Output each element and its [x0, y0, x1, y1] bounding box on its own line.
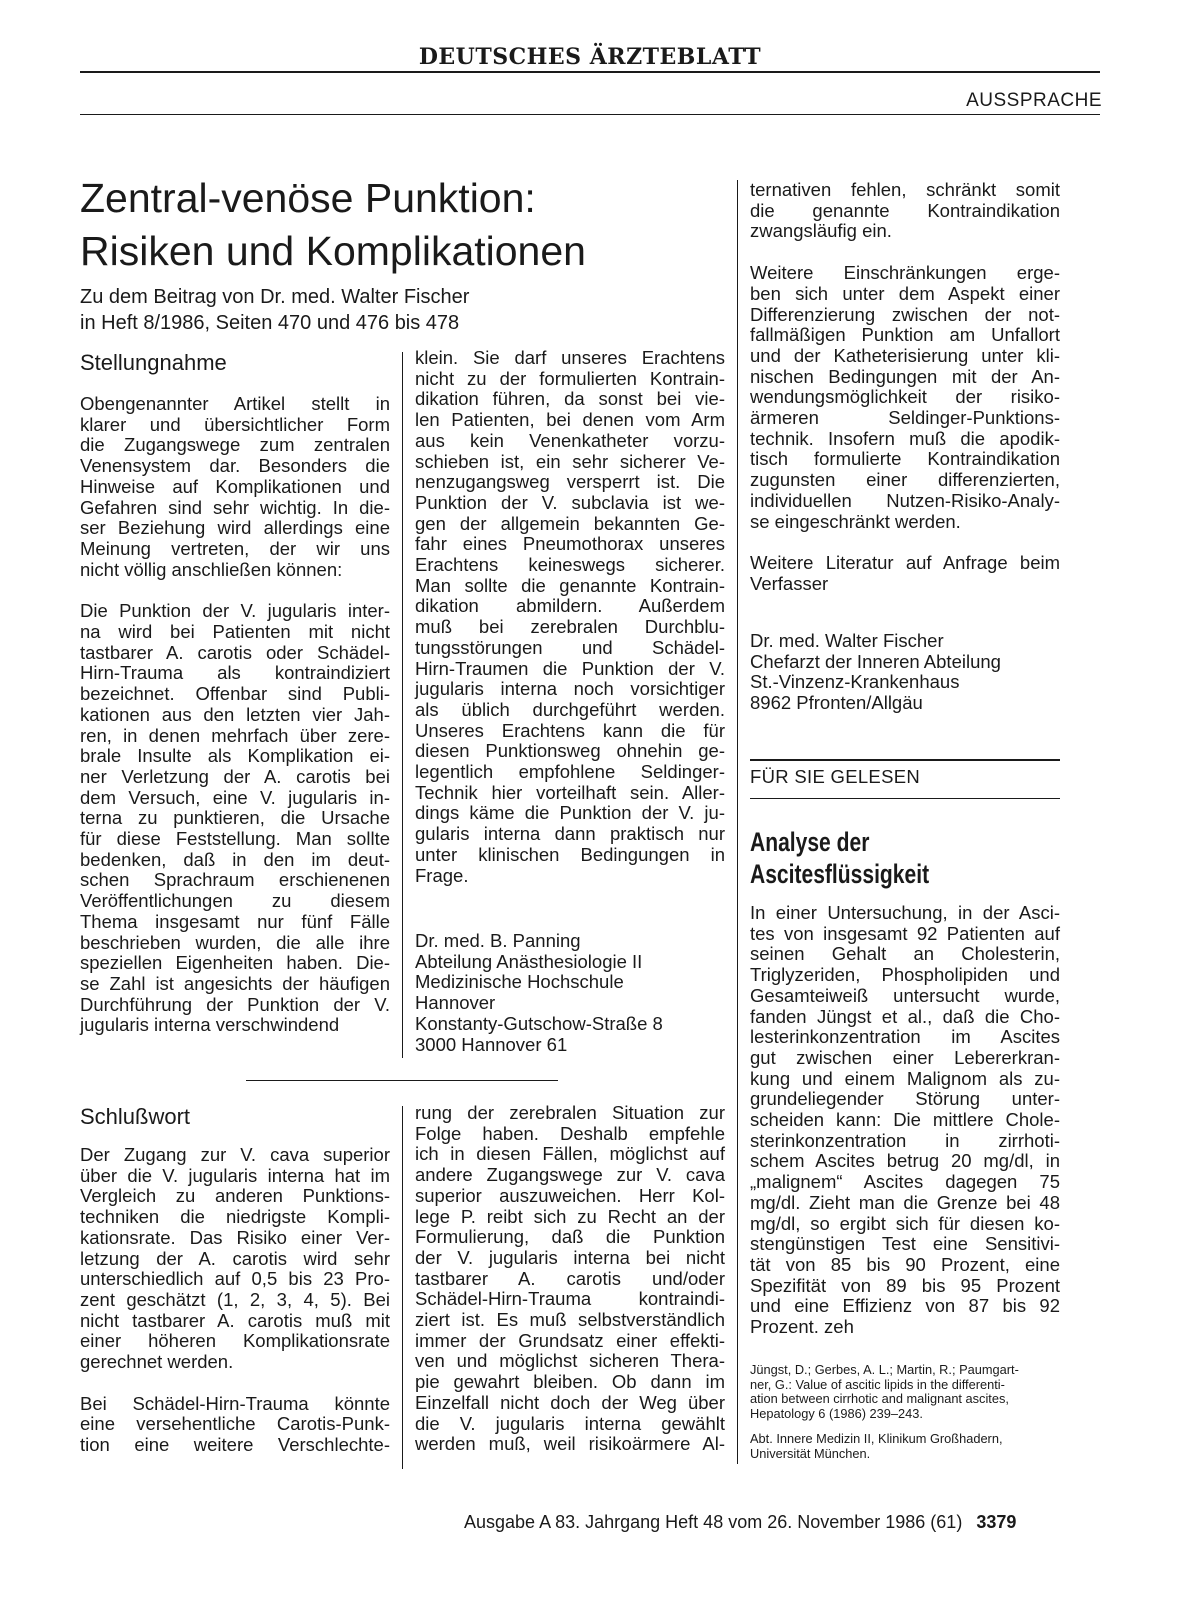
text-line: und eine Effizienz von 87 bis 92	[750, 1295, 1060, 1317]
text-line: lege P. reibt sich zu Recht an der	[415, 1205, 725, 1227]
text-line: Man sollte die genannte Kontrain-	[415, 574, 725, 596]
text-line: diesen Punktionsweg ohnehin ge-	[415, 740, 725, 762]
schlusswort-column-2	[415, 1103, 725, 1455]
text-line: Erachtens keineswegs sicherer.	[415, 554, 725, 576]
text-line: und der Katheterisierung unter kli-	[750, 344, 1060, 366]
text-line: Veröffentlichungen zu diesem	[80, 890, 390, 912]
sidebar-top-rule	[750, 759, 1060, 761]
text-line: bezeichnet. Offenbar sind Publi-	[80, 683, 390, 705]
page-number: 3379	[976, 1512, 1017, 1532]
text-line: nicht völlig anschließen können:	[80, 558, 343, 580]
section-separator	[246, 1080, 558, 1081]
text-line: ren, in denen mehrfach über zere-	[80, 724, 390, 746]
text-line: Einzelfall nicht doch der Weg über	[415, 1391, 725, 1413]
schlusswort-column-3	[750, 180, 1060, 595]
text-line: die V. jugularis interna gewählt	[415, 1412, 725, 1434]
text-line: fahr eines Pneumothorax unseres	[415, 533, 725, 555]
sidebar-reference: Jüngst, D.; Gerbes, A. L.; Martin, R.; Paumgart- ner, G.: Value of ascitic lipids in the differenti- ation between cirrhotic and malignant ascites, Hepatology 6 (1986) 239–243.	[750, 1362, 1019, 1421]
text-line: ben sich unter dem Aspekt einer	[750, 282, 1060, 304]
text-line: dem Versuch, eine V. jugularis in-	[80, 786, 390, 808]
text-line: dings käme die Punktion der V. ju-	[415, 802, 725, 824]
text-line: In einer Untersuchung, in der Asci-	[750, 902, 1060, 923]
text-line: Schädel-Hirn-Trauma kontraindi-	[415, 1288, 725, 1310]
text-line: sterinkonzentration in zirrhoti-	[750, 1129, 1060, 1151]
text-line: unterschiedlich auf 0,5 bis 23 Pro-	[80, 1268, 390, 1290]
stellungnahme-heading: Stellungnahme	[80, 350, 227, 375]
text-line: Triglyzeriden, Phospholipiden und	[750, 964, 1060, 986]
text-line: individuellen Nutzen-Risiko-Analy-	[750, 489, 1060, 511]
text-line: Hirn-Traumen die Punktion der V.	[415, 657, 725, 679]
sidebar-body	[750, 903, 1060, 1338]
text-line: Prozent. zeh	[750, 1316, 854, 1338]
text-line: kationsrate. Das Risiko einer Ver-	[80, 1226, 390, 1248]
masthead-rule	[80, 71, 1100, 73]
section-rule	[80, 114, 1100, 115]
text-line: wendungsmöglichkeit der risiko-	[750, 386, 1060, 408]
text-line: scheiden kann: Die mittlere Chole-	[750, 1109, 1060, 1131]
text-line: rung der zerebralen Situation zur	[415, 1102, 725, 1123]
text-line: Gefahren sind sehr wichtig. In die-	[80, 496, 390, 518]
text-line: nenzugangsweg versperrt ist. Die	[415, 471, 725, 493]
text-line: Gesamteiweiß untersucht wurde,	[750, 984, 1060, 1006]
text-line: na wird bei Patienten mit nicht	[80, 621, 390, 643]
paragraph-break	[750, 242, 1060, 263]
text-line: gerechnet werden.	[80, 1351, 234, 1373]
text-line: Frage.	[415, 864, 469, 886]
schlusswort-heading: Schlußwort	[80, 1104, 191, 1129]
text-line: len Patienten, bei denen vom Arm	[415, 409, 725, 431]
text-line: tes von insgesamt 92 Patienten auf	[750, 922, 1060, 944]
text-line: bedenken, daß in den im deut-	[80, 848, 390, 870]
text-line: gularis interna dann praktisch nur	[415, 823, 725, 845]
text-line: ner Verletzung der A. carotis bei	[80, 765, 390, 787]
signature-fischer: Dr. med. Walter Fischer Chefarzt der Inneren Abteilung St.-Vinzenz-Krankenhaus 8962 Pfronten/Allgäu	[750, 630, 1001, 714]
signature-panning: Dr. med. B. Panning Abteilung Anästhesiologie II Medizinische Hochschule Hannover Konstanty-Gutschow-Straße 8 3000 Hannover 61	[415, 930, 663, 1055]
text-line: Weitere Einschränkungen erge-	[750, 262, 1060, 284]
stellungnahme-column-2	[415, 348, 725, 886]
schlusswort-column-1	[80, 1145, 390, 1456]
text-line: se eingeschränkt werden.	[750, 510, 961, 532]
text-line: legentlich empfohlene Seldinger-	[415, 761, 725, 783]
sidebar-affiliation: Abt. Innere Medizin II, Klinikum Großhadern, Universität München.	[750, 1431, 1003, 1461]
article-subtitle: Zu dem Beitrag von Dr. med. Walter Fischer in Heft 8/1986, Seiten 470 und 476 bis 478	[80, 286, 470, 334]
text-line: Durchführung der Punktion der V.	[80, 993, 390, 1015]
text-line: Formulierung, daß die Punktion	[415, 1226, 725, 1248]
text-line: kationen aus den letzten vier Jah-	[80, 703, 390, 725]
column-divider	[402, 352, 403, 1058]
text-line: zugunsten einer differenzierten,	[750, 469, 1060, 491]
text-line: schem Ascites betrug 20 mg/dl, in	[750, 1150, 1060, 1172]
column-divider	[737, 180, 738, 1464]
text-line: terna zu punktieren, die Ursache	[80, 807, 390, 829]
text-line: schen Sprachraum erschienenen	[80, 869, 390, 891]
text-line: ich in diesen Fällen, möglichst auf	[415, 1143, 725, 1165]
text-line: aus kein Venenkatheter vorzu-	[415, 429, 725, 451]
text-line: fallmäßigen Punktion am Unfallort	[750, 324, 1060, 346]
text-line: Weitere Literatur auf Anfrage beim	[750, 552, 1060, 574]
text-line: gen der allgemein bekannten Ge-	[415, 512, 725, 534]
text-line: Technik hier vorteilhaft sein. Aller-	[415, 781, 725, 803]
text-line: grundeliegender Störung unter-	[750, 1088, 1060, 1110]
text-line: dikation führen, da sonst bei vie-	[415, 388, 725, 410]
text-line: Der Zugang zur V. cava superior	[80, 1144, 390, 1165]
text-line: schieben ist, ein sehr sicherer Ve-	[415, 450, 725, 472]
text-line: Differenzierung zwischen der not-	[750, 303, 1060, 325]
page-footer	[464, 1512, 1016, 1533]
sidebar-tag: FÜR SIE GELESEN	[750, 766, 921, 787]
text-line: stengünstigen Test eine Sensitivi-	[750, 1233, 1060, 1255]
text-line: nicht zu der formulierten Kontrain-	[415, 367, 725, 389]
text-line: tastbarer A. carotis oder Schädel-	[80, 641, 390, 663]
text-line: seinen Gehalt an Cholesterin,	[750, 943, 1060, 965]
text-line: tion eine weitere Verschlechte-	[80, 1434, 390, 1456]
text-line: Hinweise auf Komplikationen und	[80, 475, 390, 497]
text-line: superior auszuweichen. Herr Kol-	[415, 1184, 725, 1206]
text-line: Meinung vertreten, der wir uns	[80, 537, 390, 559]
text-line: eine versehentliche Carotis-Punk-	[80, 1413, 390, 1435]
text-line: ven und möglichst sicheren Thera-	[415, 1350, 725, 1372]
text-line: Die Punktion der V. jugularis inter-	[80, 600, 390, 622]
text-line: letzung der A. carotis wird sehr	[80, 1247, 390, 1269]
text-line: der V. jugularis interna bei nicht	[415, 1246, 725, 1268]
text-line: jugularis interna noch vorsichtiger	[415, 678, 725, 700]
text-line: ternativen fehlen, schränkt somit	[750, 179, 1060, 200]
text-line: se Zahl ist angesichts der häufigen	[80, 972, 390, 994]
text-line: tisch formulierte Kontraindikation	[750, 448, 1060, 470]
sidebar-tag-rule	[750, 798, 1060, 799]
sidebar-title: Analyse der Ascitesflüssigkeit	[750, 827, 930, 889]
section-label: AUSSPRACHE	[966, 90, 1102, 111]
text-line: ärmeren Seldinger-Punktions-	[750, 407, 1060, 429]
column-divider	[402, 1106, 403, 1469]
text-line: über die V. jugularis interna hat im	[80, 1164, 390, 1186]
text-line: ziert ist. Es muß selbstverständlich	[415, 1309, 725, 1331]
text-line: fanden Jüngst et al., daß die Cho-	[750, 1005, 1060, 1027]
text-line: Venensystem dar. Besonders die	[80, 455, 390, 477]
text-line: Punktion der V. subclavia ist we-	[415, 491, 725, 513]
text-line: Bei Schädel-Hirn-Trauma könnte	[80, 1392, 390, 1414]
paragraph-break	[80, 580, 390, 601]
text-line: mg/dl, so ergibt sich für diesen ko-	[750, 1212, 1060, 1234]
article-title: Zentral-venöse Punktion: Risiken und Komplikationen	[80, 175, 586, 274]
text-line: die Zugangswege zum zentralen	[80, 434, 390, 456]
text-line: einer höheren Komplikationsrate	[80, 1330, 390, 1352]
text-line: Vergleich zu anderen Punktions-	[80, 1185, 390, 1207]
text-line: Spezifität von 89 bis 95 Prozent	[750, 1274, 1060, 1296]
paragraph-break	[80, 1373, 390, 1394]
text-line: für diese Feststellung. Man sollte	[80, 828, 390, 850]
text-line: pie gewahrt bleiben. Ob dann im	[415, 1371, 725, 1393]
text-line: lesterinkonzentration im Ascites	[750, 1026, 1060, 1048]
text-line: Unseres Erachtens kann die für	[415, 719, 725, 741]
masthead: DEUTSCHES ÄRZTEBLATT	[418, 44, 762, 70]
text-line: zwangsläufig ein.	[750, 220, 892, 242]
text-line: unter klinischen Bedingungen in	[415, 843, 725, 865]
text-line: jugularis interna verschwindend	[80, 1014, 340, 1036]
text-line: nicht tastbarer A. carotis muß mit	[80, 1309, 390, 1331]
text-line: klein. Sie darf unseres Erachtens	[415, 347, 725, 368]
text-line: werden muß, weil risikoärmere Al-	[415, 1433, 725, 1455]
text-line: gut zwischen einer Lebererkran-	[750, 1046, 1060, 1068]
text-line: techniken die niedrigste Kompli-	[80, 1206, 390, 1228]
text-line: als üblich durchgeführt werden.	[415, 698, 725, 720]
text-line: Thema insgesamt nur fünf Fälle	[80, 910, 390, 932]
footer-issue: Ausgabe A 83. Jahrgang Heft 48 vom 26. November 1986 (61)	[464, 1512, 963, 1532]
text-line: „malignem“ Ascites dagegen 75	[750, 1171, 1060, 1193]
text-line: nischen Bedingungen mit der An-	[750, 365, 1060, 387]
text-line: technik. Insofern muß die apodik-	[750, 427, 1060, 449]
text-line: kung und einem Malignom als zu-	[750, 1067, 1060, 1089]
text-line: mg/dl. Zieht man die Grenze bei 48	[750, 1191, 1060, 1213]
text-line: tungsstörungen und Schädel-	[415, 636, 725, 658]
text-line: dikation abmildern. Außerdem	[415, 595, 725, 617]
text-line: Folge haben. Deshalb empfehle	[415, 1122, 725, 1144]
text-line: brale Insulte als Komplikation ei-	[80, 745, 390, 767]
text-line: Obengenannter Artikel stellt in	[80, 393, 390, 414]
paragraph-break	[750, 532, 1060, 553]
text-line: immer der Grundsatz einer effekti-	[415, 1329, 725, 1351]
text-line: die genannte Kontraindikation	[750, 199, 1060, 221]
text-line: tastbarer A. carotis und/oder	[415, 1267, 725, 1289]
text-line: zent geschätzt (1, 2, 3, 4, 5). Bei	[80, 1288, 390, 1310]
text-line: speziellen Eigenheiten haben. Die-	[80, 952, 390, 974]
text-line: Verfasser	[750, 572, 829, 594]
text-line: andere Zugangswege zur V. cava	[415, 1164, 725, 1186]
text-line: beschrieben wurden, die alle ihre	[80, 931, 390, 953]
text-line: klarer und übersichtlicher Form	[80, 413, 390, 435]
text-line: muß bei zerebralen Durchblu-	[415, 616, 725, 638]
text-line: ser Beziehung wird allerdings eine	[80, 517, 390, 539]
stellungnahme-column-1	[80, 394, 390, 1036]
text-line: Hirn-Trauma als kontraindiziert	[80, 662, 390, 684]
text-line: tät von 85 bis 90 Prozent, eine	[750, 1253, 1060, 1275]
